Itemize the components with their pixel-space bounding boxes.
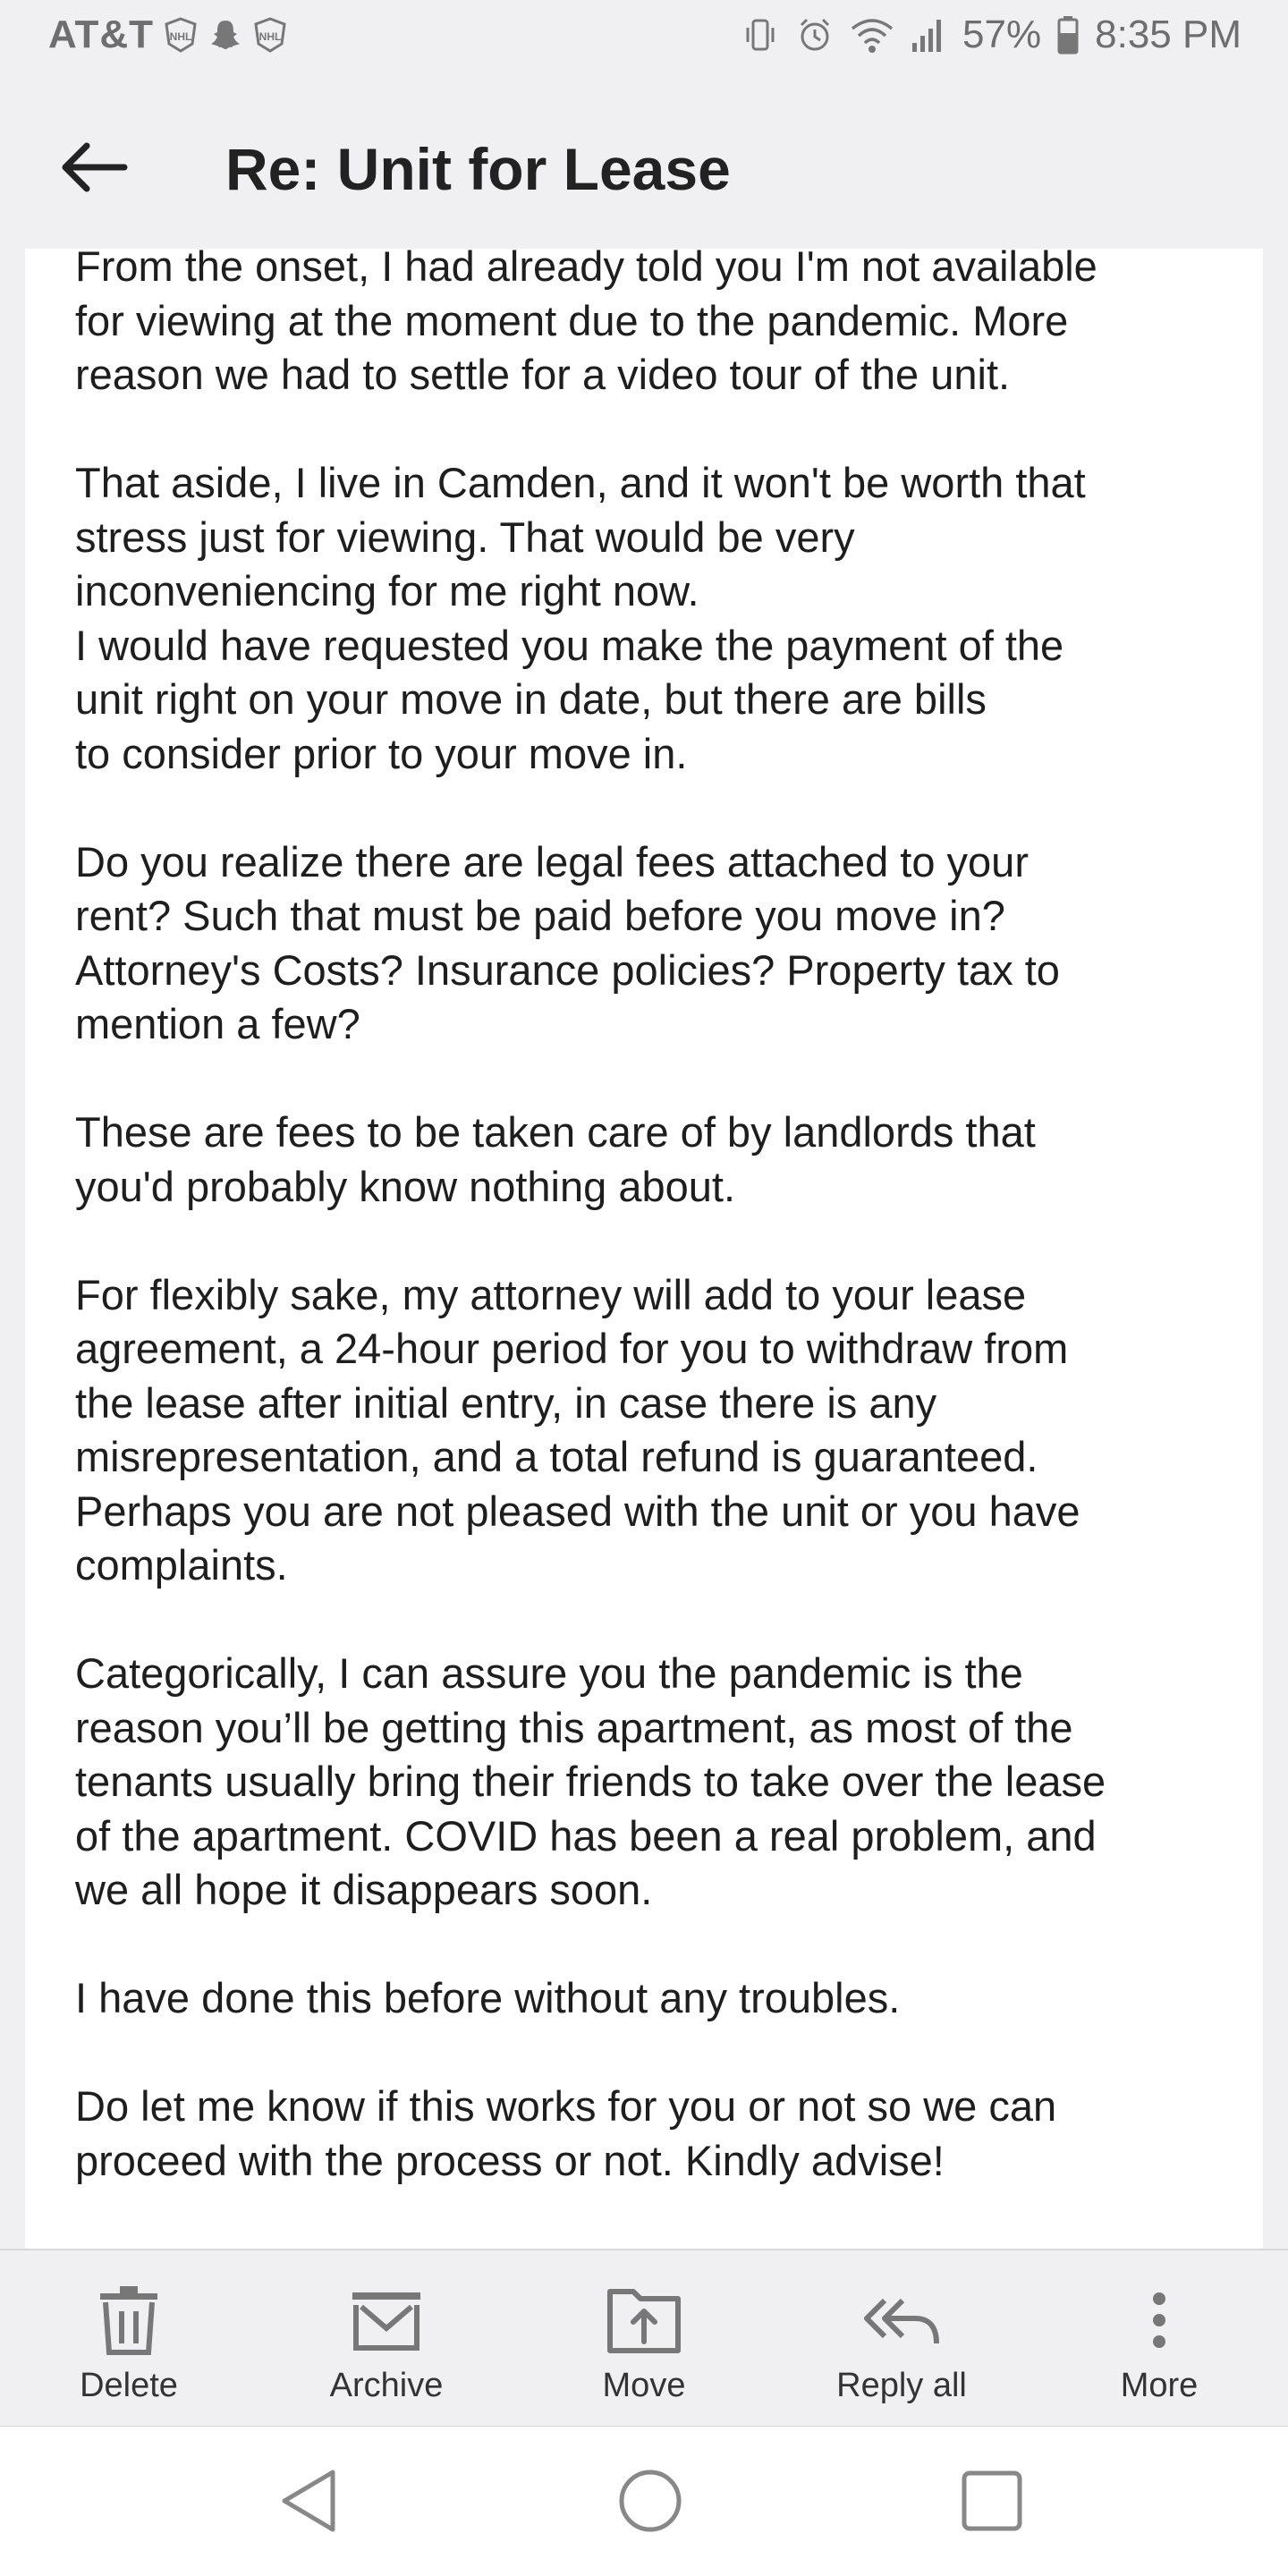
back-button[interactable] <box>54 129 134 209</box>
wifi-icon <box>850 16 894 54</box>
reply-all-button[interactable] <box>773 2250 1030 2426</box>
message-paragraph: Categorically, I can assure you the pandemic is the reason you’ll be getting this apartment, as most of the tenants usually bring their friends to take over the lease of the apartment. COVID has been a real problem, and we all hope it disappears soon. <box>75 1649 1106 1913</box>
clock-time: 8:35 PM <box>1095 13 1241 56</box>
battery-icon <box>1057 15 1079 55</box>
signal-icon <box>911 16 946 54</box>
reply-all-label: Reply all <box>836 2367 967 2404</box>
carrier-label: AT&T <box>48 13 155 56</box>
message-paragraph: That aside, I live in Camden, and it won't be worth that stress just for viewing. That would be very inconveniencing for me right now. I would have requested you make the payment of the unit right on your move in date, but there are bills to consider prior to your move in. <box>75 459 1086 777</box>
triangle-back-icon <box>277 2467 340 2539</box>
battery-percent: 57% <box>962 13 1042 56</box>
delete-button[interactable] <box>0 2250 258 2426</box>
message-paragraph: These are fees to be taken care of by landlords that you'd probably know nothing about. <box>75 1108 1036 1210</box>
trash-icon <box>97 2283 161 2358</box>
more-button[interactable] <box>1030 2250 1288 2426</box>
arrow-left-icon <box>58 140 130 199</box>
message-paragraph: Do you realize there are legal fees attached to your rent? Such that must be paid before you move in? Attorney's Costs? Insurance policies? Property tax to mention a few? <box>75 837 1060 1047</box>
vibrate-icon <box>741 15 780 55</box>
archive-icon <box>349 2283 424 2358</box>
more-label: More <box>1120 2367 1199 2404</box>
message-body <box>75 240 1229 2351</box>
move-label: Move <box>602 2367 686 2404</box>
square-recents-icon <box>959 2468 1025 2538</box>
nhl-icon <box>252 17 288 53</box>
circle-home-icon <box>616 2467 684 2539</box>
alarm-icon <box>796 16 834 54</box>
reply-all-icon <box>861 2283 942 2358</box>
archive-button[interactable] <box>258 2250 515 2426</box>
delete-label: Delete <box>80 2367 178 2404</box>
move-button[interactable] <box>515 2250 773 2426</box>
message-paragraph: For flexibly sake, my attorney will add to your lease agreement, a 24-hour period for you to withdraw from the lease after initial entry, in case there is any misrepresentation, and a total refund is guaranteed. Perhaps you are not pleased with the unit or you have complaints. <box>75 1270 1080 1589</box>
status-right <box>741 13 1241 57</box>
status-left <box>48 13 288 57</box>
svg-text:NHL: NHL <box>258 30 282 43</box>
system-navigation-bar <box>0 2427 1288 2576</box>
snapchat-icon <box>208 17 243 53</box>
email-subject: Re: Unit for Lease <box>225 136 731 202</box>
nhl-icon <box>163 17 199 53</box>
status-bar <box>0 0 1288 79</box>
message-paragraph: Do let me know if this works for you or not so we can proceed with the process or not. Kindly advise! <box>75 2082 1057 2184</box>
email-header <box>0 79 1288 249</box>
nav-back-button[interactable] <box>268 2462 349 2543</box>
more-vertical-icon <box>1150 2283 1168 2358</box>
svg-text:NHL: NHL <box>169 30 192 43</box>
action-toolbar <box>0 2249 1288 2428</box>
message-paragraph: From the onset, I had already told you I'm not available for viewing at the moment due to the pandemic. More reason we had to settle for a video tour of the unit. <box>75 242 1097 398</box>
archive-label: Archive <box>329 2367 444 2404</box>
folder-move-icon <box>606 2283 682 2358</box>
nav-recents-button[interactable] <box>952 2462 1032 2543</box>
message-body-container[interactable] <box>25 242 1263 2249</box>
nav-home-button[interactable] <box>610 2462 691 2543</box>
message-paragraph: I have done this before without any troubles. <box>75 1974 901 2021</box>
